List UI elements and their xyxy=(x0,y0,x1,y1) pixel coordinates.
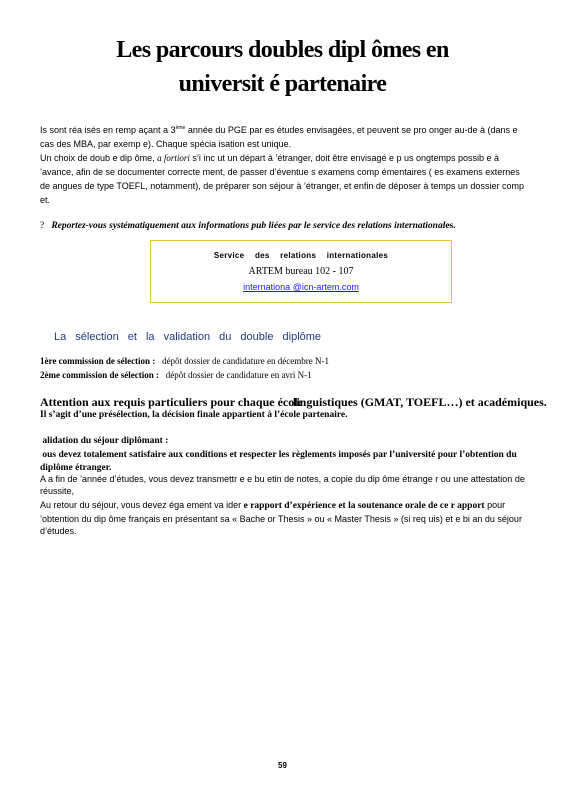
commission-row-2 xyxy=(40,370,312,380)
contact-email-link[interactable]: internationa @icn-artem.com xyxy=(243,282,359,292)
validation-bold-text: ous devez totalement satisfaire aux conditions et respecter les règlements imposés par l’université pour l’obtention du diplôme étranger. xyxy=(40,450,517,473)
attention-heading-overlap: linguistiques (GMAT, TOEFL…) et académiques. xyxy=(293,395,547,409)
intro-p2-start: Un choix de doub e dip ôme, xyxy=(40,153,158,163)
validation-heading-text: alidation du séjour diplômant : xyxy=(42,436,169,446)
validation-bold-paragraph xyxy=(40,449,530,475)
contact-box-room: ARTEM bureau 102 - 107 xyxy=(248,266,354,277)
validation-paragraph-1 xyxy=(40,473,530,497)
intro-paragraph-1 xyxy=(40,123,530,151)
page-title-line-2: universit é partenaire xyxy=(178,71,387,97)
validation-heading xyxy=(40,436,168,446)
validation-paragraph-2 xyxy=(40,499,530,538)
validation-p2-start: Au retour du séjour, vous devez éga ement va ider xyxy=(40,500,244,510)
contact-box xyxy=(150,240,452,303)
note-marker: ? xyxy=(40,221,45,231)
note-end: es. xyxy=(445,221,456,231)
attention-heading: Attention aux requis particuliers pour chaque école xyxy=(40,395,303,409)
intro-p1-start: Is sont réa isés en remp açant a 3 xyxy=(40,125,176,135)
commission-2-value: dépôt dossier de candidature en avri N-1 xyxy=(165,370,312,380)
contact-box-title: Service des relations internationales xyxy=(213,251,389,260)
validation-p1-text: A a fin de ’année d’études, vous devez transmettr e e bu etin de notes, a copie du dip ôme étrange r ou une attestation de réussite, xyxy=(40,474,525,496)
commission-1-label: 1ère commission de sélection : xyxy=(40,356,156,366)
validation-p2-bold: e rapport d’expérience et la soutenance orale de ce r apport xyxy=(243,501,485,511)
note-text: Reportez-vous systématiquement aux informations pub liées par le service des relations international xyxy=(51,221,446,231)
intro-p1-superscript: ème xyxy=(175,125,186,131)
validation-p2-end: pour ’obtention du dip ôme français en présentant sa « Bache or Thesis » ou « Master Thesis » (si req uis) et e bi an du séjour d’études. xyxy=(40,500,522,536)
page-title-line-1: Les parcours doubles dipl ômes en xyxy=(116,37,449,63)
page-number: 59 xyxy=(278,761,287,770)
section-heading: La sélection et la validation du double diplôme xyxy=(54,331,322,343)
commission-2-label: 2ème commission de sélection : xyxy=(40,370,159,380)
commission-row-1 xyxy=(40,356,329,366)
intro-p2-emphasis: a fortiori xyxy=(157,153,190,163)
intro-p2-end: s’i inc ut un départ à ’étranger, doit être envisagé e p us ongtemps possib e à ’avance, afin de se documenter correcte ment, de passer d’éventue s examens comp émentaires ( es examens externes de angues de type TOEFL, notamment), de préparer son séjour à ’étranger, et enfin de déposer à temps un dossier comp et. xyxy=(40,153,524,205)
intro-p1-end: année du PGE par es études envisagées, et peuvent se pro onger au-de à (dans e cas des MBA, par exemp e). Chaque spécia isation est unique. xyxy=(40,125,518,149)
intro-note xyxy=(40,219,530,233)
intro-paragraph-2 xyxy=(40,151,530,207)
commission-1-value: dépôt dossier de candidature en décembre N-1 xyxy=(162,356,329,366)
attention-subtext: Il s’agit d’une présélection, la décision finale appartient à l’école partenaire. xyxy=(40,410,348,420)
